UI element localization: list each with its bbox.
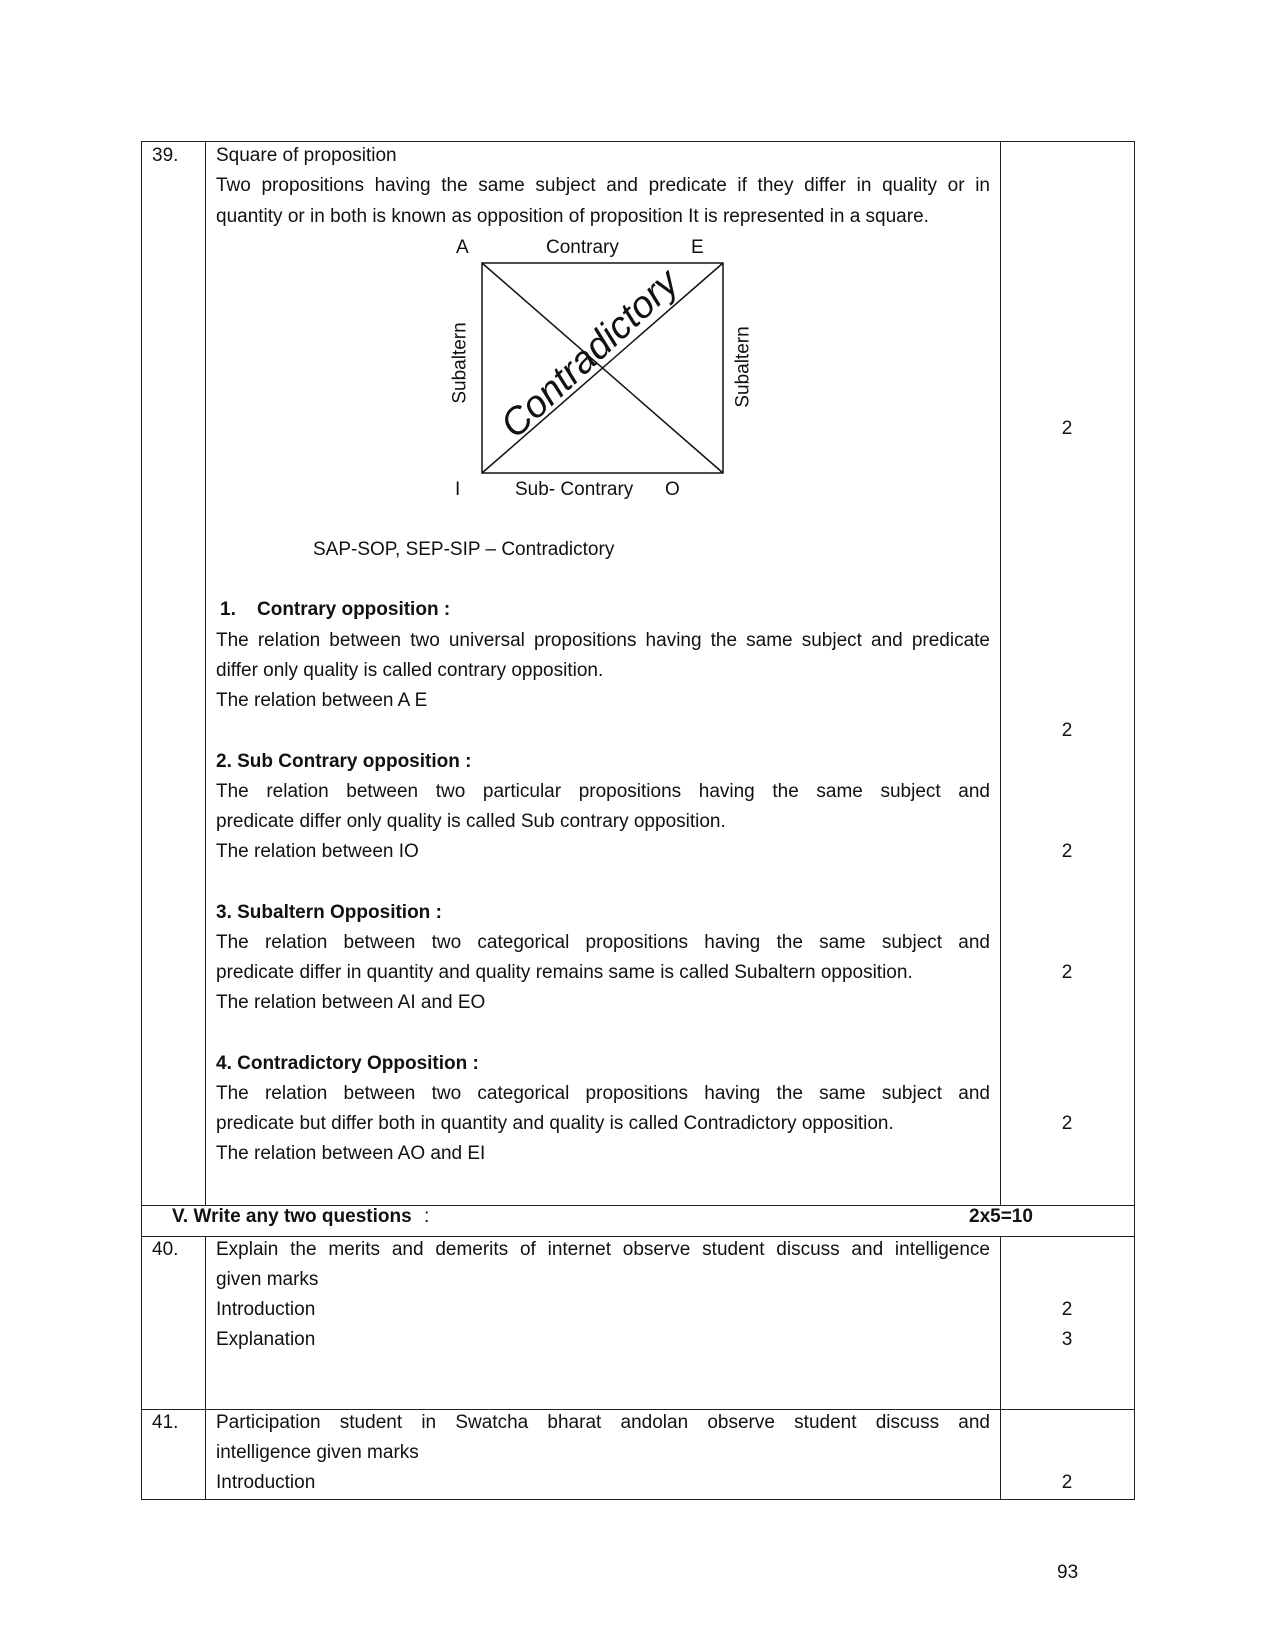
section-1-line1: The relation between two universal propositions having the same subject and predicate xyxy=(216,630,990,651)
section-5-marks: 2x5=10 xyxy=(969,1206,1033,1227)
question-40-line1: Explain the merits and demerits of internet observe student discuss and intelligence xyxy=(216,1239,990,1260)
section-3-line2: predicate differ in quantity and quality remains same is called Subaltern opposition. xyxy=(216,962,913,983)
subaltern-left-label: Subaltern xyxy=(449,322,471,404)
table-border-bottom xyxy=(141,1499,1135,1500)
section-3-line3: The relation between AI and EO xyxy=(216,992,486,1013)
q40-mark-introduction: 2 xyxy=(1061,1299,1073,1320)
section-5-title: V. Write any two questions xyxy=(172,1206,412,1227)
question-40-item-explanation: Explanation xyxy=(216,1329,316,1350)
section-2-line3: The relation between IO xyxy=(216,841,419,862)
section-4-line3: The relation between AO and EI xyxy=(216,1143,486,1164)
q39-mark-contradictory: 2 xyxy=(1061,1113,1073,1134)
question-40-item-introduction: Introduction xyxy=(216,1299,316,1320)
corner-label-e: E xyxy=(691,237,704,258)
question-39-intro-line1: Two propositions having the same subject and predicate if they differ in quality or in xyxy=(216,175,990,196)
q39-mark-diagram: 2 xyxy=(1061,418,1073,439)
section-2-line1: The relation between two particular propositions having the same subject and xyxy=(216,781,990,802)
page-number: 93 xyxy=(1057,1562,1079,1583)
section-2-line2: predicate differ only quality is called Sub contrary opposition. xyxy=(216,811,726,832)
sub-contrary-label: Sub- Contrary xyxy=(515,479,634,500)
q39-mark-subaltern: 2 xyxy=(1061,962,1073,983)
section-4-line2: predicate but differ both in quantity and quality is called Contradictory opposition. xyxy=(216,1113,894,1134)
contradictory-formula: SAP-SOP, SEP-SIP – Contradictory xyxy=(313,539,615,560)
q41-mark-introduction: 2 xyxy=(1061,1472,1073,1493)
question-40-line2: given marks xyxy=(216,1269,319,1290)
section-5-colon: : xyxy=(424,1206,430,1227)
question-39-heading: Square of proposition xyxy=(216,145,397,166)
section-1-line3: The relation between A E xyxy=(216,690,428,711)
section-1-line2: differ only quality is called contrary opposition. xyxy=(216,660,604,681)
section-1-heading: Contrary opposition : xyxy=(257,599,451,620)
q39-mark-contrary: 2 xyxy=(1061,720,1073,741)
question-41-line1: Participation student in Swatcha bharat andolan observe student discuss and xyxy=(216,1412,990,1433)
section-4-heading: 4. Contradictory Opposition : xyxy=(216,1053,479,1074)
column-divider-marks-lower xyxy=(1000,1236,1001,1500)
subaltern-right-label: Subaltern xyxy=(732,326,754,408)
section-1-number: 1. xyxy=(220,599,236,620)
q40-mark-explanation: 3 xyxy=(1061,1329,1073,1350)
section-3-line1: The relation between two categorical propositions having the same subject and xyxy=(216,932,990,953)
corner-label-i: I xyxy=(455,479,461,500)
q39-mark-sub-contrary: 2 xyxy=(1061,841,1073,862)
question-number-41: 41. xyxy=(152,1412,179,1433)
question-number-39: 39. xyxy=(152,145,179,166)
question-41-item-introduction: Introduction xyxy=(216,1472,316,1493)
contradictory-diagonal-label: Contradictory xyxy=(493,261,687,447)
corner-label-o: O xyxy=(665,479,680,500)
section-3-heading: 3. Subaltern Opposition : xyxy=(216,902,442,923)
column-divider-number-lower xyxy=(205,1236,206,1500)
corner-label-a: A xyxy=(456,237,469,258)
square-of-opposition-diagram xyxy=(0,0,1275,520)
section-2-heading: 2. Sub Contrary opposition : xyxy=(216,751,472,772)
question-39-intro-line2: quantity or in both is known as opposition of proposition It is represented in a square. xyxy=(216,206,929,227)
question-number-40: 40. xyxy=(152,1239,179,1260)
section-4-line1: The relation between two categorical propositions having the same subject and xyxy=(216,1083,990,1104)
contrary-label: Contrary xyxy=(546,237,619,258)
question-41-line2: intelligence given marks xyxy=(216,1442,419,1463)
